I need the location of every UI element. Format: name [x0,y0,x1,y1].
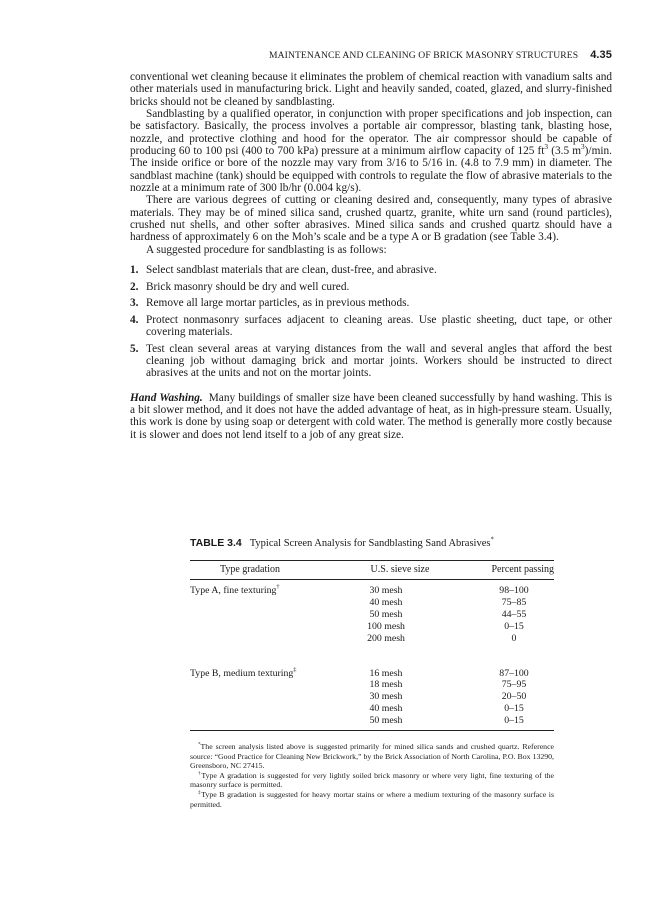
procedure-step: 4. Protect nonmasonry surfaces adjacent to cleaning areas. Use plastic sheeting, duct tape, or other covering materials. [130,313,612,339]
column-header: U.S. sieve size [370,564,430,575]
table-row: 30 mesh 98–100 [369,585,529,596]
paragraph-abrasives: There are various degrees of cutting or cleaning desired and, consequently, many types of abrasive materials. They may be of mined silica sand, crushed quartz, granite, white urn sand (round particles), crushed nut shells, and other softer abrasives. Mined silica sands and crushed quartz should have a hardness of approximately 6 on the Moh’s scale and be a type A or B gradation (see Table 3.4). [130,194,612,244]
footnote: †Type A gradation is suggested for very lightly soiled brick masonry or where very light, fine texturing of the masonry surface is permitted. [190,770,554,790]
table-row: 18 mesh 75–95 [369,679,527,691]
paragraph-hand-washing: Hand Washing. Many buildings of smaller size have been cleaned successfully by hand washing. This is a bit slower method, and it does not have the added advantage of heat, as in high-pressure steam. Usually, this work is done by using soap or detergent with cold water. The method is generally more costly because it is slower and does not lend itself to a job of any great size. [130,391,613,441]
table-row: 200 mesh 0 [367,632,517,644]
group-label: Type B, medium texturing‡ [190,666,297,679]
table-row: 30 mesh 20–50 [369,691,527,703]
table-footnotes [190,742,554,809]
table-3-4 [190,537,554,809]
paragraph-procedure-intro: A suggested procedure for sandblasting is as follows: [146,243,387,256]
table-row: 40 mesh 0–15 [369,703,524,715]
table-rule [190,730,554,731]
procedure-step: 5. Test clean several areas at varying distances from the wall and several angles that afford the best cleaning job without damaging brick and mortar joints. Workers should be instructed to direct abrasives at the units and not on the mortar joints. [130,342,612,380]
table-group-type-b [190,668,554,728]
footnote: ‡Type B gradation is suggested for heavy mortar stains or where a medium texturing of the masonry surface is permitted. [190,789,554,809]
running-header [130,49,612,61]
procedure-step: 3. Remove all large mortar particles, as in previous methods. [130,297,410,310]
paragraph-sandblasting: Sandblasting by a qualified operator, in conjunction with proper specifications and job inspection, can be satisfactory. Basically, the process involves a portable air compressor, blasting tank, blasting hose, nozzle, and protective clothing and hood for the operator. The air compressor should be capable of producing 60 to 100 psi (400 to 700 kPa) pressure at a minimum airflow capacity of 125 $ft^3$ (3.5 $m^3)/\min$. The inside orifice or bore of the nozzle may vary from 3/16 to 5/16 in. (4.8 to 7.9 mm) in diameter. The sandblast machine (tank) should be equipped with controls to regulate the flow of abrasive materials to the nozzle at a minimum rate of 300 lb/hr (0.004 kg/s). [130,108,612,195]
footnote: *The screen analysis listed above is suggested primarily for mined silica sands and crushed quartz. Reference source: “Good Practice for Cleaning New Brickwork,” by the Brick Association of North Carolina, P.O. Box 13290, Greensboro, NC 27415. [190,741,554,771]
page-number: 4.35 [590,49,612,61]
table-caption: TABLE 3.4 Typical Screen Analysis for Sandblasting Sand Abrasives* [190,536,494,549]
table-row: 40 mesh 75–85 [369,596,527,608]
group-label: Type A, fine texturing† [190,583,280,596]
running-title: MAINTENANCE AND CLEANING OF BRICK MASONRY STRUCTURES [268,50,579,61]
procedure-step: 2. Brick masonry should be dry and well cured. [130,280,350,293]
table-row: 100 mesh 0–15 [367,620,524,632]
table-header-row [190,561,554,575]
table-row: 16 mesh 87–100 [369,667,529,679]
paragraph: conventional wet cleaning because it eliminates the problem of chemical reaction with vanadium salts and other materials used in manufacturing brick. Light and heavily sanded, coated, glazed, and slurry-finished bricks should not be cleaned by sandblasting. [130,71,612,108]
procedure-step: 1. Select sandblast materials that are clean, dust-free, and abrasive. [130,264,437,277]
section-heading: Hand Washing. [130,391,203,404]
table-row: 50 mesh 44–55 [369,608,527,620]
column-header: Percent passing [491,564,554,575]
table-group-type-a [190,585,554,645]
table-rule [190,579,554,580]
column-header: Type gradation [219,564,281,575]
table-row: 50 mesh 0–15 [369,715,524,727]
procedure-list [130,264,612,380]
body-text [130,71,612,441]
